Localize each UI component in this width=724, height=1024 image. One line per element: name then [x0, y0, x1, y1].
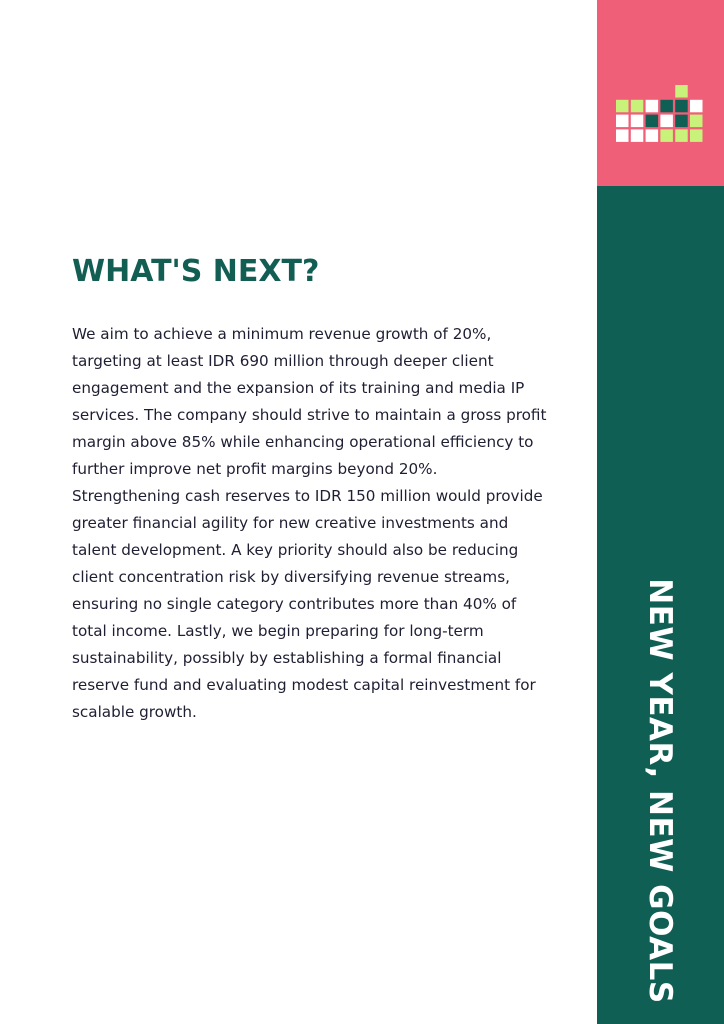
logo-pixel	[675, 115, 688, 128]
logo-pixel	[646, 115, 659, 128]
logo-pixel	[631, 100, 644, 113]
logo-pixel	[660, 100, 673, 113]
logo-pixel	[690, 129, 703, 142]
vertical-title: NEW YEAR, NEW GOALS	[642, 578, 678, 1004]
side-panel	[597, 0, 724, 1024]
logo-pixel	[690, 115, 703, 128]
logo-pixel	[660, 129, 673, 142]
logo-pixel	[616, 129, 629, 142]
body-paragraph: We aim to achieve a minimum revenue growth of 20%, targeting at least IDR 690 million through deeper client engagement and the expansion of its training and media IP services. The company should strive to maintain a gross profit margin above 85% while enhancing operational efficiency to further improve net profit margins beyond 20%. Strengthening cash reserves to IDR 150 million would provide greater financial agility for new creative investments and talent development. A key priority should also be reducing client concentration risk by diversifying revenue streams, ensuring no single category contributes more than 40% of total income. Lastly, we begin preparing for long-term sustainability, possibly by establishing a formal financial reserve fund and evaluating modest capital reinvestment for scalable growth.	[72, 325, 547, 721]
side-panel-bottom	[597, 186, 724, 1024]
page-heading: WHAT'S NEXT?	[72, 254, 320, 289]
logo-pixel	[631, 129, 644, 142]
logo-pixel	[675, 85, 688, 98]
pixel-grid-logo-icon	[616, 85, 704, 143]
logo-pixel	[616, 115, 629, 128]
logo-pixel	[675, 129, 688, 142]
logo-pixel	[631, 115, 644, 128]
logo-pixel	[660, 115, 673, 128]
logo-pixel	[690, 100, 703, 113]
logo-pixel	[646, 129, 659, 142]
side-panel-top	[597, 0, 724, 186]
logo-pixel	[675, 100, 688, 113]
logo-pixel	[616, 100, 629, 113]
logo-pixel	[646, 100, 659, 113]
